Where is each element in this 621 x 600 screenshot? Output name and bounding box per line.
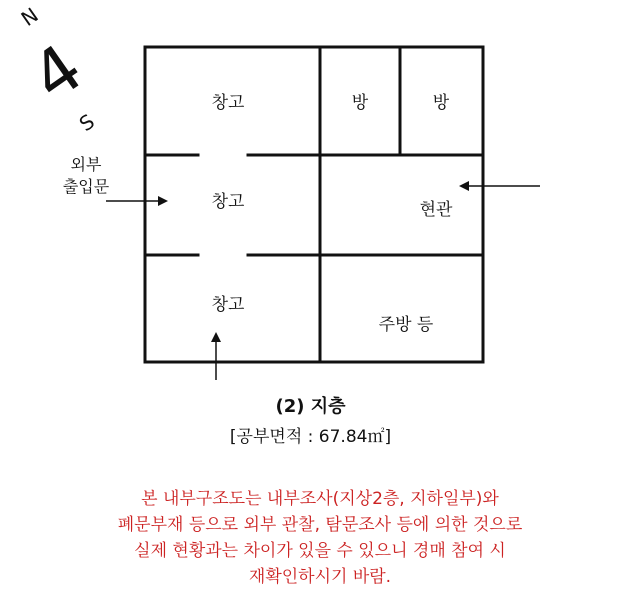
room-label-storage-middle: 창고 [211,192,245,212]
compass-north-label: N [16,2,43,32]
notice-line: 본 내부구조도는 내부조사(지상2층, 지하일부)와 [141,489,499,509]
compass-south-label: S [74,109,99,137]
notice-line: 재확인하시기 바람. [248,567,392,587]
notice-line: 실제 현황과는 차이가 있을 수 있으니 경매 참여 시 [134,541,506,561]
compass [17,3,99,136]
floor-title: (2) 지층 [275,396,346,417]
notice-line: 폐문부재 등으로 외부 관찰, 탐문조사 등에 의한 것으로 [117,515,523,535]
external-entrance-label-line2: 출입문 [62,177,110,196]
room-label-entrance-hall: 현관 [419,200,453,220]
external-entrance-label-line1: 외부 [70,155,102,174]
compass-number: 4 [17,29,97,117]
notice-text [60,486,580,590]
room-label-storage-bottom: 창고 [211,295,245,315]
floor-area: [공부면적 : 67.84㎡] [229,427,392,447]
room-label-room-2: 방 [432,93,450,113]
room-label-storage-top: 창고 [211,93,245,113]
room-label-kitchen: 주방 등 [378,315,434,335]
room-label-room-1: 방 [351,93,369,113]
